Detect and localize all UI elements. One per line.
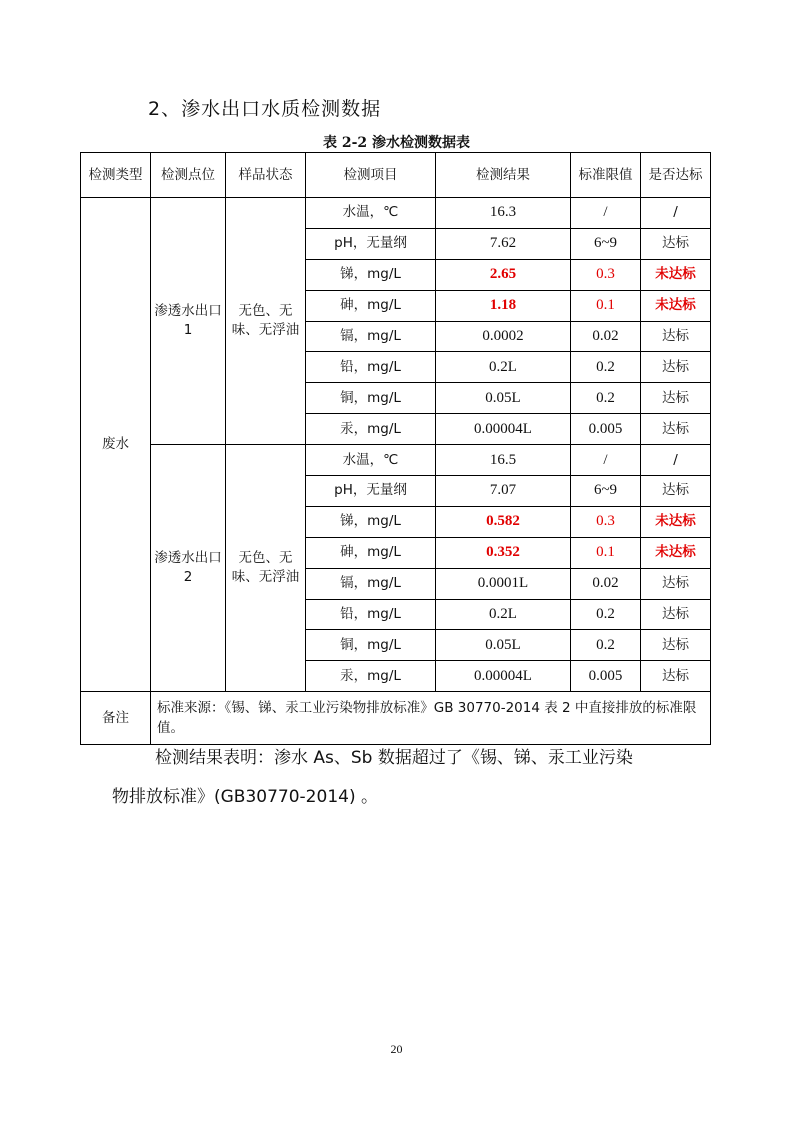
result-cell: 0.00004L <box>436 661 571 692</box>
header-point: 检测点位 <box>151 153 226 198</box>
item-cell: 锑，mg/L <box>306 506 436 537</box>
item-cell: 铅，mg/L <box>306 599 436 630</box>
status-cell: 达标 <box>641 414 711 445</box>
limit-cell: 0.02 <box>571 568 641 599</box>
item-cell: 汞，mg/L <box>306 414 436 445</box>
limit-cell: / <box>571 198 641 229</box>
result-cell: 16.5 <box>436 445 571 476</box>
result-cell: 0.2L <box>436 599 571 630</box>
item-cell: 砷，mg/L <box>306 537 436 568</box>
status-cell: 达标 <box>641 476 711 507</box>
limit-cell-exceed: 0.3 <box>571 259 641 290</box>
limit-cell-exceed: 0.3 <box>571 506 641 537</box>
limit-cell: 0.005 <box>571 414 641 445</box>
header-type: 检测类型 <box>81 153 151 198</box>
result-cell: 7.62 <box>436 228 571 259</box>
status-cell: 达标 <box>641 599 711 630</box>
item-cell: 水温，℃ <box>306 198 436 229</box>
header-limit: 标准限值 <box>571 153 641 198</box>
table-row <box>81 445 711 476</box>
result-cell: 0.0002 <box>436 321 571 352</box>
limit-cell-exceed: 0.1 <box>571 537 641 568</box>
item-cell: pH，无量纲 <box>306 476 436 507</box>
item-cell: 镉，mg/L <box>306 321 436 352</box>
result-cell: 0.05L <box>436 383 571 414</box>
status-cell: / <box>641 445 711 476</box>
item-cell: 锑，mg/L <box>306 259 436 290</box>
limit-cell: 0.2 <box>571 630 641 661</box>
category-cell: 废水 <box>81 198 151 692</box>
result-cell: 0.2L <box>436 352 571 383</box>
note-label: 备注 <box>81 692 151 745</box>
status-cell-exceed: 未达标 <box>641 506 711 537</box>
status-cell: 达标 <box>641 352 711 383</box>
conclusion-line-1: 检测结果表明：渗水 As、Sb 数据超过了《锡、锑、汞工业污染 <box>155 748 633 768</box>
result-cell-exceed: 2.65 <box>436 259 571 290</box>
item-cell: 镉，mg/L <box>306 568 436 599</box>
state-cell-1: 无色、无味、无浮油 <box>226 198 306 445</box>
result-cell-exceed: 0.582 <box>436 506 571 537</box>
limit-cell: / <box>571 445 641 476</box>
result-cell: 16.3 <box>436 198 571 229</box>
state-cell-2: 无色、无味、无浮油 <box>226 445 306 692</box>
point-cell-1: 渗透水出口 1 <box>151 198 226 445</box>
conclusion-line-2: 物排放标准》(GB30770-2014) 。 <box>112 787 378 807</box>
limit-cell: 0.2 <box>571 383 641 414</box>
section-heading: 2、渗水出口水质检测数据 <box>148 98 382 120</box>
status-cell-exceed: 未达标 <box>641 537 711 568</box>
limit-cell: 0.2 <box>571 352 641 383</box>
limit-cell: 0.02 <box>571 321 641 352</box>
limit-cell: 6~9 <box>571 228 641 259</box>
result-cell: 7.07 <box>436 476 571 507</box>
result-cell: 0.00004L <box>436 414 571 445</box>
table-caption: 表 2-2 渗水检测数据表 <box>322 135 471 151</box>
table-row <box>81 198 711 229</box>
note-row <box>81 692 711 745</box>
result-cell: 0.0001L <box>436 568 571 599</box>
header-result: 检测结果 <box>436 153 571 198</box>
item-cell: 铜，mg/L <box>306 383 436 414</box>
item-cell: 铅，mg/L <box>306 352 436 383</box>
status-cell: 达标 <box>641 383 711 414</box>
item-cell: 铜，mg/L <box>306 630 436 661</box>
header-status: 是否达标 <box>641 153 711 198</box>
table-header-row <box>81 153 711 198</box>
page-number: 20 <box>390 1042 403 1056</box>
limit-cell: 6~9 <box>571 476 641 507</box>
result-cell-exceed: 0.352 <box>436 537 571 568</box>
status-cell-exceed: 未达标 <box>641 290 711 321</box>
item-cell: 水温，℃ <box>306 445 436 476</box>
conclusion-paragraph <box>112 739 702 817</box>
item-cell: 砷，mg/L <box>306 290 436 321</box>
status-cell: 达标 <box>641 630 711 661</box>
item-cell: pH，无量纲 <box>306 228 436 259</box>
header-state: 样品状态 <box>226 153 306 198</box>
status-cell: 达标 <box>641 661 711 692</box>
status-cell-exceed: 未达标 <box>641 259 711 290</box>
note-text: 标准来源：《锡、锑、汞工业污染物排放标准》GB 30770-2014 表 2 中直接排放的标准限值。 <box>151 692 711 745</box>
limit-cell: 0.005 <box>571 661 641 692</box>
point-cell-2: 渗透水出口 2 <box>151 445 226 692</box>
result-cell-exceed: 1.18 <box>436 290 571 321</box>
status-cell: 达标 <box>641 321 711 352</box>
water-quality-table <box>80 152 711 745</box>
status-cell: 达标 <box>641 228 711 259</box>
status-cell: / <box>641 198 711 229</box>
status-cell: 达标 <box>641 568 711 599</box>
result-cell: 0.05L <box>436 630 571 661</box>
item-cell: 汞，mg/L <box>306 661 436 692</box>
limit-cell: 0.2 <box>571 599 641 630</box>
header-item: 检测项目 <box>306 153 436 198</box>
limit-cell-exceed: 0.1 <box>571 290 641 321</box>
